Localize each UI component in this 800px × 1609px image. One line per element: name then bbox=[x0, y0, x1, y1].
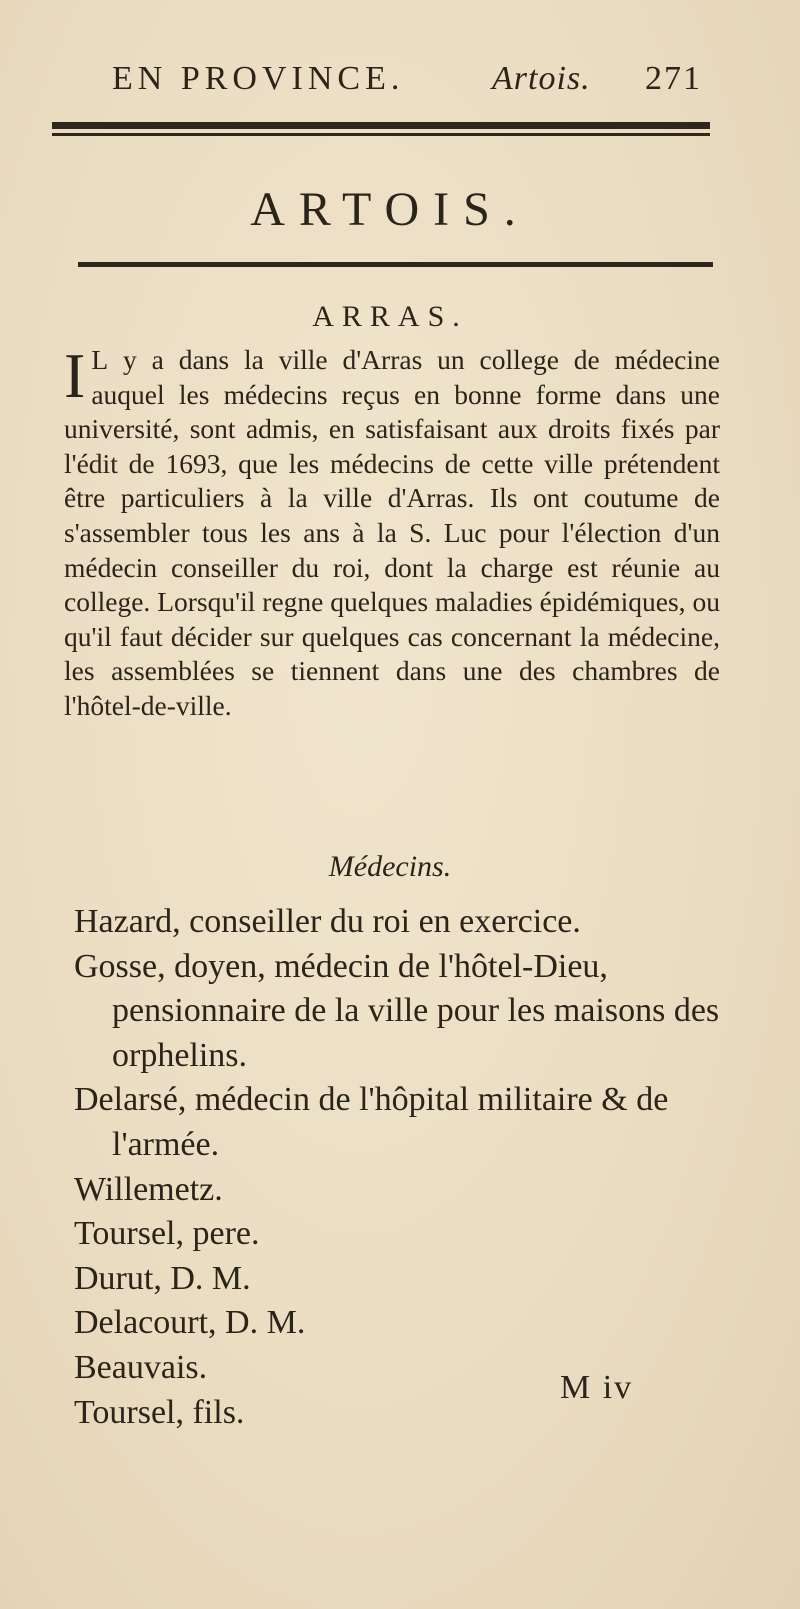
running-head-left: EN PROVINCE. bbox=[112, 60, 405, 97]
running-head-section: Artois. bbox=[492, 60, 591, 97]
list-item: Beauvais. bbox=[74, 1348, 208, 1386]
body-paragraph bbox=[64, 340, 720, 724]
list-item: Durut, D. M. bbox=[74, 1259, 251, 1297]
list-item: Delarsé, médecin de l'hôpital militaire & de l'armée. bbox=[74, 1081, 669, 1163]
city-title: ARRAS. bbox=[312, 300, 468, 333]
list-item: Toursel, fils. bbox=[74, 1393, 245, 1431]
ornamental-double-rule bbox=[52, 122, 710, 138]
list-item: Willemetz. bbox=[74, 1170, 223, 1208]
list-item: Toursel, pere. bbox=[74, 1215, 260, 1253]
list-item: Delacourt, D. M. bbox=[74, 1304, 306, 1342]
signature-mark: M iv bbox=[560, 1369, 634, 1406]
subheading: Médecins. bbox=[328, 850, 452, 883]
list-item: Gosse, doyen, médecin de l'hôtel-Dieu, pensionnaire de la ville pour les maisons des orphelins. bbox=[74, 947, 720, 1074]
small-caps-opening: L bbox=[91, 344, 109, 375]
page-number: 271 bbox=[645, 60, 702, 97]
physician-list bbox=[74, 900, 734, 1435]
drop-cap: I bbox=[64, 340, 86, 411]
list-item: Hazard, conseiller du roi en exercice. bbox=[74, 903, 581, 940]
paragraph-text: y a dans la ville d'Arras un college de médecine auquel les médecins reçus en bonne forme dans une université, sont admis, en satisfaisant aux droits fixés par l'édit de 1693, que les médecins de cette ville prétendent être particuliers à la ville d'Arras. Ils ont coutume de s'assembler tous les ans à la S. Luc pour l'élection d'un médecin conseiller du roi, dont la charge est réunie au college. Lorsqu'il regne quelques maladies épidémiques, ou qu'il faut décider sur quelques cas concernant la médecine, les assemblées se tiennent dans une des chambres de l'hôtel-de-ville. bbox=[64, 344, 720, 721]
running-head bbox=[112, 60, 702, 104]
section-title: ARTOIS. bbox=[250, 183, 530, 236]
ornamental-rule bbox=[78, 262, 713, 267]
